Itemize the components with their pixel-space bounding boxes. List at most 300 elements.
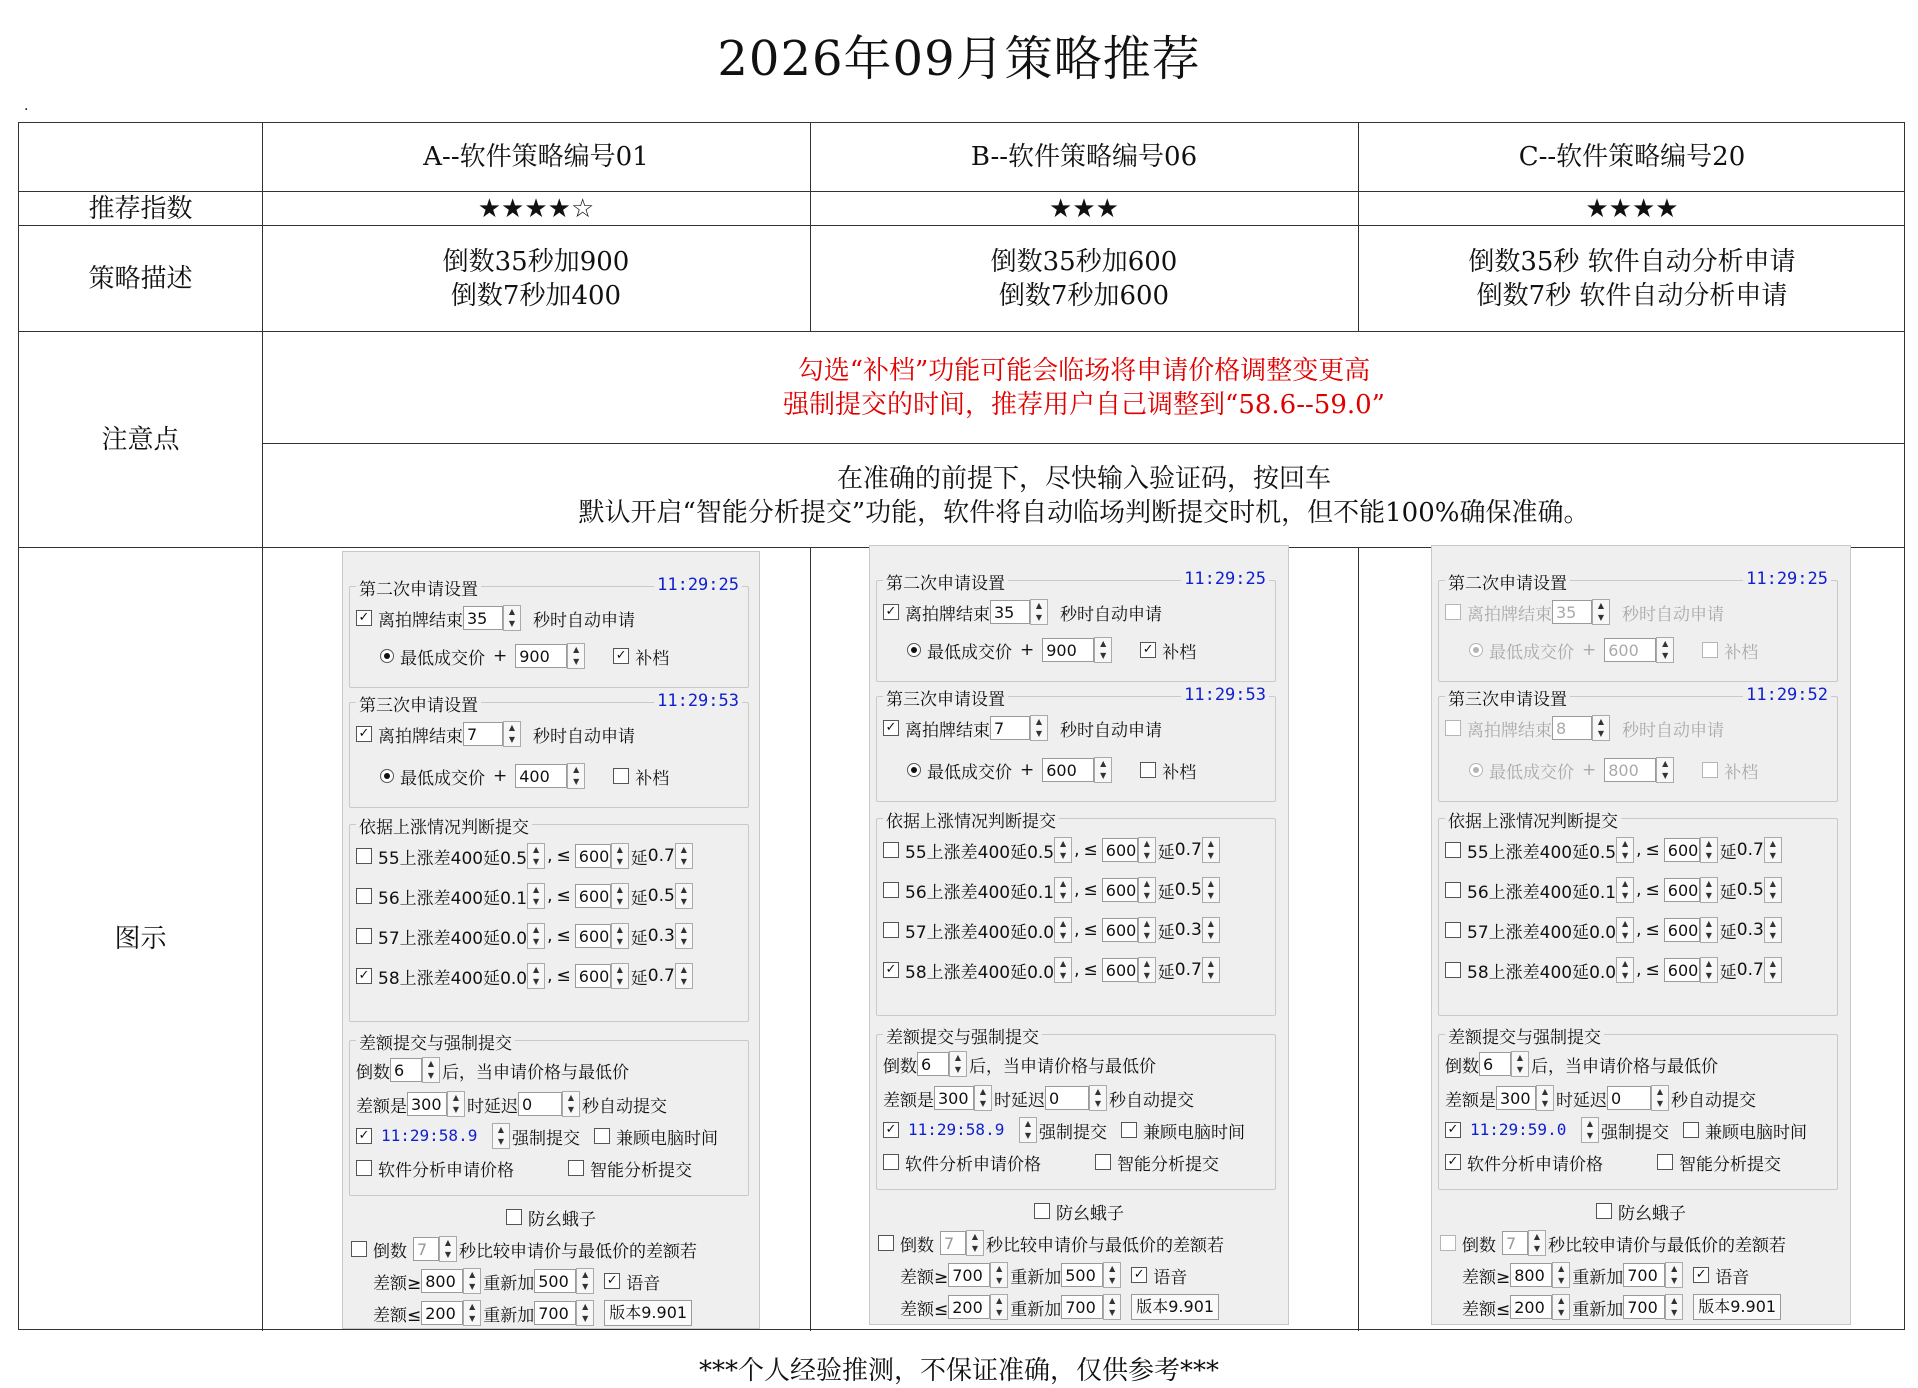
spinner[interactable]: ▲ ▼ — [675, 883, 693, 909]
compare-checkbox[interactable] — [351, 1241, 367, 1257]
label: 最低成交价 — [1489, 762, 1574, 783]
countdown-input[interactable]: 6 — [917, 1052, 949, 1076]
compare-seconds-input[interactable]: 7 — [940, 1231, 966, 1255]
spinner[interactable]: ▲ ▼ — [1651, 1085, 1669, 1111]
seconds-input[interactable]: 8 — [1552, 716, 1592, 740]
comma: , — [547, 886, 553, 906]
spinner[interactable]: ▲ ▼ — [1616, 877, 1634, 903]
group-title: 差额提交与强制提交 — [883, 1023, 1042, 1048]
rise-checkbox[interactable] — [356, 848, 372, 864]
diff-force-group — [1438, 1028, 1838, 1190]
rise-row — [356, 881, 744, 911]
delay-value: 0.7 — [647, 966, 675, 986]
le-add-input[interactable]: 700 — [1061, 1295, 1103, 1319]
force-checkbox[interactable]: ✓ — [1445, 1122, 1461, 1138]
group-title: 第二次申请设置 — [883, 569, 1008, 594]
group-title: 差额提交与强制提交 — [1445, 1023, 1604, 1048]
ge-add-input[interactable]: 500 — [534, 1269, 576, 1293]
label: 倒数 — [900, 1235, 934, 1256]
label: 秒时自动申请 — [1622, 604, 1724, 625]
label: 秒自动提交 — [1109, 1090, 1194, 1111]
radio-button[interactable] — [380, 769, 394, 783]
spinner[interactable]: ▲ ▼ — [1764, 837, 1782, 863]
spinner[interactable]: ▲ ▼ — [567, 643, 585, 669]
rise-row — [356, 841, 744, 871]
countdown-input[interactable]: 6 — [1479, 1052, 1511, 1076]
label: 倒数 — [883, 1056, 917, 1077]
pc-time-checkbox[interactable] — [1683, 1122, 1699, 1138]
fill-checkbox[interactable]: ✓ — [613, 648, 629, 664]
spinner[interactable]: ▲ ▼ — [611, 963, 629, 989]
row-label-illustration: 图示 — [114, 924, 167, 954]
spinner[interactable]: ▲ ▼ — [1616, 837, 1634, 863]
group-title: 第三次申请设置 — [356, 691, 481, 716]
rise-label: 57上涨差400延0.0 — [378, 928, 528, 949]
delay-prefix: 延 — [1719, 842, 1737, 863]
rise-checkbox[interactable]: ✓ — [356, 968, 372, 984]
spinner[interactable]: ▲ ▼ — [1094, 757, 1112, 783]
label: 秒比较申请价与最低价的差额若 — [1548, 1235, 1786, 1256]
spinner[interactable]: ▲ ▼ — [576, 1300, 594, 1326]
checkbox[interactable]: ✓ — [883, 720, 899, 736]
spinner[interactable]: ▲ ▼ — [1202, 837, 1220, 863]
spinner[interactable]: ▲ ▼ — [1700, 957, 1718, 983]
spinner[interactable]: ▲ ▼ — [1764, 877, 1782, 903]
clock-readout: 11:29:25 — [654, 575, 742, 595]
label: 补档 — [1724, 762, 1759, 783]
le-sign: ≤ — [1645, 960, 1660, 980]
row-label-description: 策略描述 — [88, 263, 193, 294]
spinner[interactable]: ▲ ▼ — [1030, 715, 1048, 741]
spinner[interactable]: ▲ ▼ — [492, 1123, 510, 1149]
label: 补档 — [1724, 642, 1759, 663]
spinner[interactable]: ▲ ▼ — [1764, 957, 1782, 983]
plus-sign: + — [1582, 760, 1597, 780]
label: 补档 — [635, 648, 670, 669]
group-title: 第三次申请设置 — [883, 685, 1008, 710]
radio-button[interactable] — [1469, 643, 1483, 657]
fill-checkbox[interactable] — [1702, 642, 1718, 658]
rise-checkbox[interactable] — [1445, 882, 1461, 898]
diff-input[interactable]: 300 — [934, 1086, 974, 1110]
rise-row — [1445, 955, 1833, 985]
description-line: 倒数35秒加600 — [990, 246, 1178, 277]
comma: , — [1074, 960, 1080, 980]
spinner[interactable]: ▲ ▼ — [1094, 637, 1112, 663]
force-time-input[interactable]: 11:29:59.0 — [1470, 1120, 1567, 1139]
second-apply-group — [876, 569, 1276, 682]
rise-value-input[interactable]: 600 — [575, 884, 611, 908]
rise-value-input[interactable]: 600 — [1102, 958, 1138, 982]
label: 离拍牌结束 — [378, 726, 463, 747]
force-checkbox[interactable]: ✓ — [883, 1122, 899, 1138]
spinner[interactable]: ▲ ▼ — [1103, 1294, 1121, 1320]
spinner[interactable]: ▲ ▼ — [1202, 917, 1220, 943]
rise-value-input[interactable]: 600 — [1102, 918, 1138, 942]
label: 语音 — [626, 1273, 661, 1294]
spinner[interactable]: ▲ ▼ — [1054, 837, 1072, 863]
force-checkbox[interactable]: ✓ — [356, 1128, 372, 1144]
delay-value: 0.7 — [647, 846, 675, 866]
rise-checkbox[interactable] — [1445, 962, 1461, 978]
spinner[interactable]: ▲ ▼ — [1665, 1294, 1683, 1320]
comma: , — [547, 966, 553, 986]
label: 离拍牌结束 — [905, 720, 990, 741]
compare-checkbox[interactable] — [1440, 1235, 1456, 1251]
spinner[interactable]: ▲ ▼ — [527, 923, 545, 949]
strategy-table — [18, 122, 1905, 1330]
label: 最低成交价 — [1489, 642, 1574, 663]
le-sign: ≤ — [1645, 880, 1660, 900]
spinner[interactable]: ▲ ▼ — [1030, 599, 1048, 625]
spinner[interactable]: ▲ ▼ — [1616, 957, 1634, 983]
fill-checkbox[interactable]: ✓ — [1140, 642, 1156, 658]
spinner[interactable]: ▲ ▼ — [422, 1057, 440, 1083]
spinner[interactable]: ▲ ▼ — [1552, 1262, 1570, 1288]
radio-button[interactable] — [907, 643, 921, 657]
plus-sign: + — [493, 646, 508, 666]
rise-row — [1445, 915, 1833, 945]
spinner[interactable]: ▲ ▼ — [1511, 1051, 1529, 1077]
spinner[interactable]: ▲ ▼ — [562, 1091, 580, 1117]
checkbox[interactable] — [1445, 604, 1461, 620]
rise-label: 57上涨差400延0.0 — [1467, 922, 1617, 943]
diff-input[interactable]: 300 — [1496, 1086, 1536, 1110]
compare-checkbox[interactable] — [878, 1235, 894, 1251]
description-line: 倒数7秒加400 — [450, 280, 622, 311]
spinner[interactable]: ▲ ▼ — [990, 1262, 1008, 1288]
label: 差额是 — [883, 1090, 934, 1111]
radio-button[interactable] — [380, 649, 394, 663]
radio-button[interactable] — [907, 763, 921, 777]
delay-input[interactable]: 0 — [1607, 1086, 1651, 1110]
compare-seconds-input[interactable]: 7 — [413, 1237, 439, 1261]
force-time-input[interactable]: 11:29:58.9 — [908, 1120, 1005, 1139]
label: 智能分析提交 — [590, 1160, 692, 1181]
le-sign: ≤ — [556, 966, 571, 986]
rise-label: 57上涨差400延0.0 — [905, 922, 1055, 943]
fill-checkbox[interactable] — [613, 768, 629, 784]
spinner[interactable]: ▲ ▼ — [439, 1236, 457, 1262]
label: 智能分析提交 — [1679, 1154, 1781, 1175]
pc-time-checkbox[interactable] — [594, 1128, 610, 1144]
smart-submit-checkbox[interactable] — [568, 1160, 584, 1176]
column-header-a: A--软件策略编号01 — [423, 142, 649, 172]
spinner[interactable]: ▲ ▼ — [463, 1268, 481, 1294]
spinner[interactable]: ▲ ▼ — [1581, 1117, 1599, 1143]
rise-row — [883, 835, 1271, 865]
soft-analysis-checkbox[interactable] — [356, 1160, 372, 1176]
label: 倒数 — [1445, 1056, 1479, 1077]
label: 语音 — [1715, 1267, 1750, 1288]
le-add-input[interactable]: 700 — [1623, 1295, 1665, 1319]
spinner[interactable]: ▲ ▼ — [1616, 917, 1634, 943]
spinner[interactable]: ▲ ▼ — [1764, 917, 1782, 943]
delay-input[interactable]: 0 — [1045, 1086, 1089, 1110]
label: 防幺蛾子 — [1056, 1203, 1124, 1224]
spinner[interactable]: ▲ ▼ — [527, 843, 545, 869]
label: 兼顾电脑时间 — [1143, 1122, 1245, 1143]
spinner[interactable]: ▲ ▼ — [1700, 837, 1718, 863]
label: 最低成交价 — [400, 768, 485, 789]
spinner[interactable]: ▲ ▼ — [1089, 1085, 1107, 1111]
fill-checkbox[interactable] — [1140, 762, 1156, 778]
le-sign: ≤ — [1645, 840, 1660, 860]
ge-add-input[interactable]: 700 — [1623, 1263, 1665, 1287]
spinner[interactable]: ▲ ▼ — [576, 1268, 594, 1294]
label: 重新加 — [483, 1305, 535, 1326]
label: 后，当申请价格与最低价 — [969, 1056, 1156, 1077]
spinner[interactable]: ▲ ▼ — [675, 963, 693, 989]
voice-checkbox[interactable]: ✓ — [1693, 1267, 1709, 1283]
rise-checkbox[interactable]: ✓ — [883, 962, 899, 978]
label: 后，当申请价格与最低价 — [442, 1062, 629, 1083]
spinner[interactable]: ▲ ▼ — [1656, 637, 1674, 663]
delay-prefix: 延 — [1157, 882, 1175, 903]
diff-ge-input[interactable]: 700 — [948, 1263, 990, 1287]
label: 补档 — [1162, 762, 1197, 783]
spinner[interactable]: ▲ ▼ — [1202, 957, 1220, 983]
voice-checkbox[interactable]: ✓ — [1131, 1267, 1147, 1283]
spinner[interactable]: ▲ ▼ — [503, 721, 521, 747]
plus-sign: + — [493, 766, 508, 786]
soft-analysis-checkbox[interactable] — [883, 1154, 899, 1170]
spinner[interactable]: ▲ ▼ — [1054, 877, 1072, 903]
checkbox[interactable] — [1445, 720, 1461, 736]
rise-value-input[interactable]: 600 — [575, 844, 611, 868]
spinner[interactable]: ▲ ▼ — [1138, 837, 1156, 863]
spinner[interactable]: ▲ ▼ — [1138, 917, 1156, 943]
label: 兼顾电脑时间 — [1705, 1122, 1807, 1143]
rise-checkbox[interactable] — [356, 888, 372, 904]
rise-row — [1445, 875, 1833, 905]
force-time-input[interactable]: 11:29:58.9 — [381, 1126, 478, 1145]
spinner[interactable]: ▲ ▼ — [611, 843, 629, 869]
rise-checkbox[interactable] — [1445, 922, 1461, 938]
seconds-input[interactable]: 35 — [1552, 600, 1592, 624]
group-title: 第二次申请设置 — [1445, 569, 1570, 594]
rise-label: 56上涨差400延0.1 — [905, 882, 1055, 903]
delay-prefix: 延 — [1157, 922, 1175, 943]
spinner[interactable]: ▲ ▼ — [1592, 599, 1610, 625]
notes-info — [263, 444, 1905, 547]
label: 重新加 — [1010, 1267, 1062, 1288]
rise-label: 56上涨差400延0.1 — [1467, 882, 1617, 903]
smart-submit-checkbox[interactable] — [1095, 1154, 1111, 1170]
diff-le-input[interactable]: 200 — [1510, 1295, 1552, 1319]
rise-value-input[interactable]: 600 — [1664, 918, 1700, 942]
seconds-input[interactable]: 35 — [990, 600, 1030, 624]
add-price-input[interactable]: 400 — [515, 764, 567, 788]
spinner[interactable]: ▲ ▼ — [990, 1294, 1008, 1320]
page-title: 2026年09月策略推荐 — [717, 31, 1201, 87]
software-screenshot-b — [869, 545, 1289, 1325]
le-add-input[interactable]: 700 — [534, 1301, 576, 1325]
label: 重新加 — [1010, 1299, 1062, 1320]
checkbox[interactable]: ✓ — [356, 726, 372, 742]
label: 倒数 — [356, 1062, 390, 1083]
spinner[interactable]: ▲ ▼ — [1054, 917, 1072, 943]
seconds-input[interactable]: 7 — [990, 716, 1030, 740]
second-apply-group — [349, 575, 749, 688]
spinner[interactable]: ▲ ▼ — [527, 883, 545, 909]
rise-checkbox[interactable] — [883, 922, 899, 938]
add-price-input[interactable]: 900 — [1042, 638, 1094, 662]
spinner[interactable]: ▲ ▼ — [1528, 1230, 1546, 1256]
fill-checkbox[interactable] — [1702, 762, 1718, 778]
spinner[interactable]: ▲ ▼ — [966, 1230, 984, 1256]
label: 秒时自动申请 — [1622, 720, 1724, 741]
rating-stars-b: ★★★ — [1049, 193, 1119, 224]
column-header-b: B--软件策略编号06 — [970, 142, 1198, 172]
label: 重新加 — [1572, 1299, 1624, 1320]
plus-sign: + — [1582, 640, 1597, 660]
third-apply-group — [349, 691, 749, 808]
spinner[interactable]: ▲ ▼ — [527, 963, 545, 989]
spinner[interactable]: ▲ ▼ — [611, 883, 629, 909]
spinner[interactable]: ▲ ▼ — [1536, 1085, 1554, 1111]
spinner[interactable]: ▲ ▼ — [611, 923, 629, 949]
diff-le-input[interactable]: 200 — [421, 1301, 463, 1325]
rise-value-input[interactable]: 600 — [1664, 958, 1700, 982]
rise-checkbox[interactable] — [883, 842, 899, 858]
delay-prefix: 延 — [630, 848, 648, 869]
voice-checkbox[interactable]: ✓ — [604, 1273, 620, 1289]
add-price-input[interactable]: 600 — [1604, 638, 1656, 662]
rise-row — [356, 921, 744, 951]
label: 时延迟 — [1556, 1090, 1607, 1111]
group-title: 第二次申请设置 — [356, 575, 481, 600]
anti-cheat-checkbox[interactable] — [506, 1209, 522, 1225]
spinner[interactable]: ▲ ▼ — [463, 1300, 481, 1326]
pc-time-checkbox[interactable] — [1121, 1122, 1137, 1138]
smart-submit-checkbox[interactable] — [1657, 1154, 1673, 1170]
spinner[interactable]: ▲ ▼ — [1103, 1262, 1121, 1288]
diff-le-input[interactable]: 200 — [948, 1295, 990, 1319]
rise-value-input[interactable]: 600 — [1664, 878, 1700, 902]
spinner[interactable]: ▲ ▼ — [1656, 757, 1674, 783]
spinner[interactable]: ▲ ▼ — [675, 843, 693, 869]
diff-ge-input[interactable]: 800 — [1510, 1263, 1552, 1287]
group-title: 第三次申请设置 — [1445, 685, 1570, 710]
ge-add-input[interactable]: 500 — [1061, 1263, 1103, 1287]
delay-prefix: 延 — [630, 968, 648, 989]
rise-checkbox[interactable] — [1445, 842, 1461, 858]
spinner[interactable]: ▲ ▼ — [949, 1051, 967, 1077]
radio-button[interactable] — [1469, 763, 1483, 777]
label: 差额≥ — [1462, 1267, 1511, 1288]
notes-warning — [263, 332, 1905, 443]
delay-value: 0.5 — [1174, 880, 1202, 900]
spinner[interactable]: ▲ ▼ — [974, 1085, 992, 1111]
delay-value: 0.3 — [1174, 920, 1202, 940]
add-price-input[interactable]: 900 — [515, 644, 567, 668]
column-header-c: C--软件策略编号20 — [1518, 142, 1746, 172]
spinner[interactable]: ▲ ▼ — [1019, 1117, 1037, 1143]
spinner[interactable]: ▲ ▼ — [1138, 877, 1156, 903]
label: 秒自动提交 — [582, 1096, 667, 1117]
rise-judge-group — [349, 818, 749, 1022]
spinner[interactable]: ▲ ▼ — [447, 1091, 465, 1117]
le-sign: ≤ — [1083, 920, 1098, 940]
label: 补档 — [635, 768, 670, 789]
delay-prefix: 延 — [1719, 962, 1737, 983]
soft-analysis-checkbox[interactable]: ✓ — [1445, 1154, 1461, 1170]
spinner[interactable]: ▲ ▼ — [1202, 877, 1220, 903]
rise-checkbox[interactable] — [356, 928, 372, 944]
diff-input[interactable]: 300 — [407, 1092, 447, 1116]
label: 差额是 — [356, 1096, 407, 1117]
diff-ge-input[interactable]: 800 — [421, 1269, 463, 1293]
rise-checkbox[interactable] — [883, 882, 899, 898]
add-price-input[interactable]: 800 — [1604, 758, 1656, 782]
spinner[interactable]: ▲ ▼ — [567, 763, 585, 789]
spinner[interactable]: ▲ ▼ — [1138, 957, 1156, 983]
countdown-input[interactable]: 6 — [390, 1058, 422, 1082]
anti-cheat-checkbox[interactable] — [1034, 1203, 1050, 1219]
version-label: 版本9.901 — [1131, 1294, 1219, 1320]
delay-input[interactable]: 0 — [518, 1092, 562, 1116]
rise-value-input[interactable]: 600 — [1102, 838, 1138, 862]
label: 强制提交 — [1039, 1122, 1107, 1143]
spinner[interactable]: ▲ ▼ — [1700, 877, 1718, 903]
le-sign: ≤ — [1083, 880, 1098, 900]
rise-value-input[interactable]: 600 — [575, 924, 611, 948]
third-apply-group — [1438, 685, 1838, 802]
seconds-input[interactable]: 7 — [463, 722, 503, 746]
diff-force-group — [349, 1034, 749, 1196]
compare-seconds-input[interactable]: 7 — [1502, 1231, 1528, 1255]
spinner[interactable]: ▲ ▼ — [1665, 1262, 1683, 1288]
stray-dot: . — [24, 98, 29, 114]
delay-value: 0.7 — [1736, 840, 1764, 860]
delay-prefix: 延 — [630, 928, 648, 949]
checkbox[interactable]: ✓ — [883, 604, 899, 620]
clock-readout: 11:29:25 — [1181, 569, 1269, 589]
checkbox[interactable]: ✓ — [356, 610, 372, 626]
spinner[interactable]: ▲ ▼ — [1552, 1294, 1570, 1320]
comma: , — [1074, 920, 1080, 940]
delay-prefix: 延 — [630, 888, 648, 909]
rise-value-input[interactable]: 600 — [575, 964, 611, 988]
le-sign: ≤ — [556, 886, 571, 906]
label: 倒数 — [1462, 1235, 1496, 1256]
spinner[interactable]: ▲ ▼ — [1592, 715, 1610, 741]
comma: , — [547, 926, 553, 946]
delay-prefix: 延 — [1157, 842, 1175, 863]
label: 软件分析申请价格 — [378, 1160, 514, 1181]
label: 秒自动提交 — [1671, 1090, 1756, 1111]
rise-value-input[interactable]: 600 — [1102, 878, 1138, 902]
comma: , — [1636, 960, 1642, 980]
le-sign: ≤ — [556, 846, 571, 866]
group-title: 依据上涨情况判断提交 — [1445, 807, 1621, 832]
anti-cheat-checkbox[interactable] — [1596, 1203, 1612, 1219]
rise-label: 55上涨差400延0.5 — [1467, 842, 1617, 863]
rise-value-input[interactable]: 600 — [1664, 838, 1700, 862]
spinner[interactable]: ▲ ▼ — [503, 605, 521, 631]
comma: , — [1636, 840, 1642, 860]
spinner[interactable]: ▲ ▼ — [1054, 957, 1072, 983]
add-price-input[interactable]: 600 — [1042, 758, 1094, 782]
spinner[interactable]: ▲ ▼ — [675, 923, 693, 949]
label: 语音 — [1153, 1267, 1188, 1288]
label: 防幺蛾子 — [528, 1209, 596, 1230]
seconds-input[interactable]: 35 — [463, 606, 503, 630]
col-divider — [810, 547, 811, 1331]
spinner[interactable]: ▲ ▼ — [1700, 917, 1718, 943]
clock-readout: 11:29:53 — [654, 691, 742, 711]
